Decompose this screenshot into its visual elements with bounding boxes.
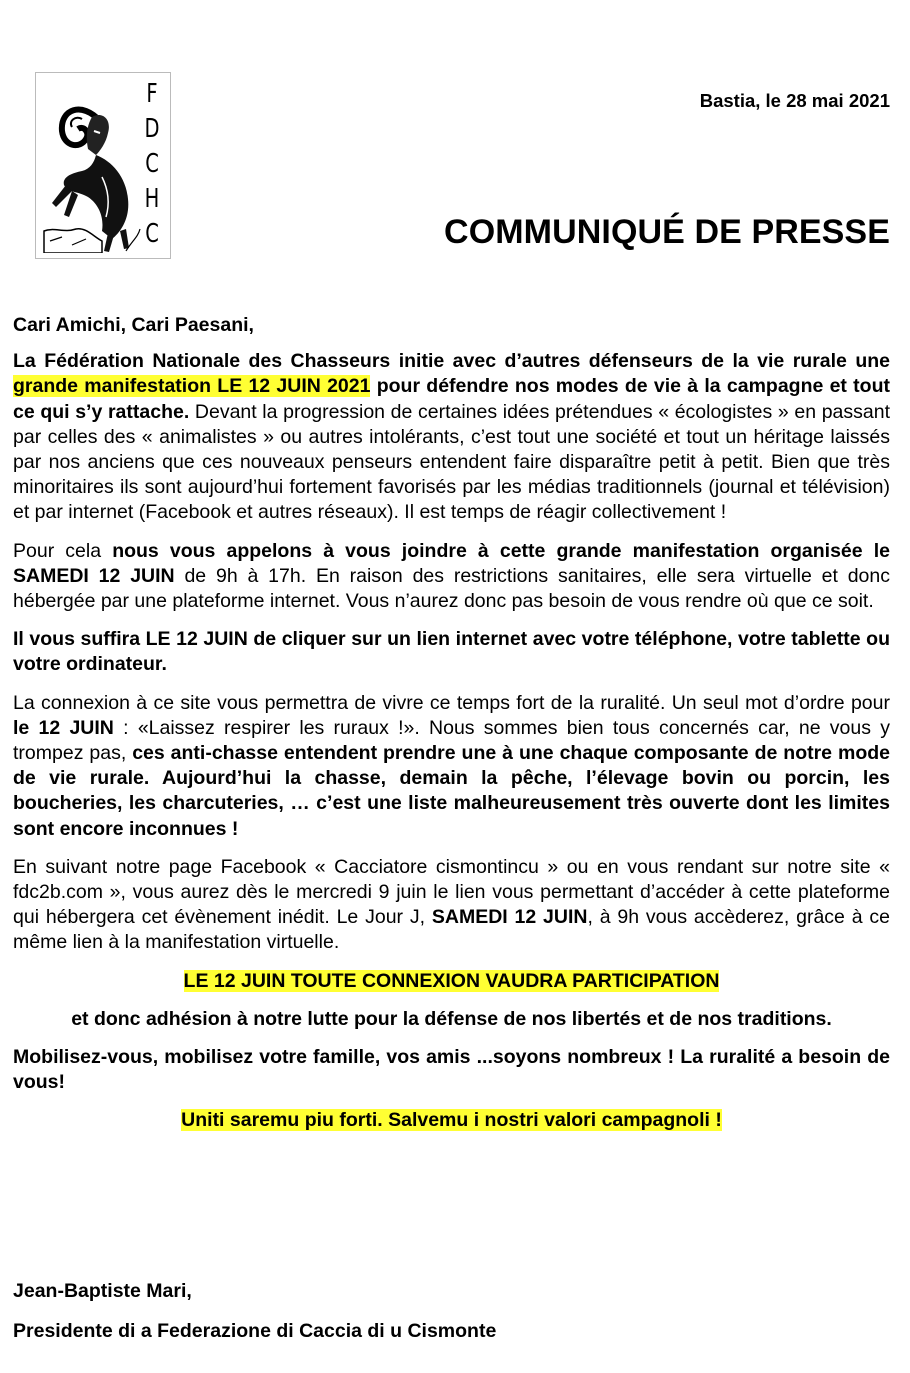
logo-letter: H	[144, 184, 160, 214]
greeting: Cari Amichi, Cari Paesani,	[13, 314, 254, 336]
paragraph-adhesion: et donc adhésion à notre lutte pour la défense de nos libertés et de nos traditions.	[71, 1007, 832, 1030]
logo-letters	[141, 77, 163, 252]
paragraph-mobilize: Mobilisez-vous, mobilisez votre famille, vos amis ...soyons nombreux ! La ruralité a besoin de vous!	[13, 1046, 890, 1094]
highlight-date: grande manifestation LE 12 JUIN 2021	[13, 375, 371, 398]
logo-letter: F	[146, 79, 158, 109]
slogan-participation: LE 12 JUIN TOUTE CONNEXION VAUDRA PARTICIPATION	[183, 969, 720, 992]
paragraph-3: Il vous suffira LE 12 JUIN de cliquer sur un lien internet avec votre téléphone, votre tablette ou votre ordinateur.	[13, 628, 890, 676]
paragraph-5: En suivant notre page Facebook « Cacciatore cismontincu » ou en vous rendant sur notre site « fdc2b.com », vous aurez dès le mercredi 9 juin le lien vous permettant d’accéder à cette plateforme qui hébergera cet évènement inédit. Le Jour J, SAMEDI 12 JUIN, à 9h vous accèderez, grâce à ce même lien à la manifestation virtuelle.	[13, 855, 890, 954]
logo-letter: C	[145, 219, 159, 249]
paragraph-4: La connexion à ce site vous permettra de vivre ce temps fort de la ruralité. Un seul mot d’ordre pour le 12 JUIN : «Laissez respirer les ruraux !». Nous sommes bien tous concernés car, ne vous y trompez pas, ces anti-chasse entendent prendre une à une chaque composante de notre mode de vie rurale. Aujourd’hui la chasse, demain la pêche, l’élevage bovin ou porcin, les boucheries, les charcuteries, … c’est une liste malheureusement très ouverte dont les limites sont encore inconnues !	[13, 691, 890, 840]
mouflon-icon	[42, 81, 142, 253]
fdchc-logo	[35, 72, 171, 259]
page-title: COMMUNIQUÉ DE PRESSE	[444, 213, 890, 251]
signature-name: Jean-Baptiste Mari,	[13, 1280, 192, 1302]
slogan-corsican: Uniti saremu piu forti. Salvemu i nostri valori campagnoli !	[181, 1109, 722, 1132]
paragraph-2: Pour cela nous vous appelons à vous joindre à cette grande manifestation organisée le SAMEDI 12 JUIN de 9h à 17h. En raison des restrictions sanitaires, elle sera virtuelle et donc hébergée par une plateforme internet. Vous n’aurez donc pas besoin de vous rendre où que ce soit.	[13, 539, 890, 613]
signature-role: Presidente di a Federazione di Caccia di u Cismonte	[13, 1320, 497, 1342]
logo-letter: C	[145, 149, 159, 179]
logo-letter: D	[144, 114, 160, 144]
paragraph-1: La Fédération Nationale des Chasseurs initie avec d’autres défenseurs de la vie rurale une grande manifestation LE 12 JUIN 2021 pour défendre nos modes de vie à la campagne et tout ce qui s’y rattache. Devant la progression de certaines idées prétendues « écologistes » en passant par celles des « animalistes » ou autres intolérants, c’est tout une société et tout un héritage laissés par nos anciens que ces nouveaux penseurs entendent faire disparaître petit à petit. Bien que très minoritaires ils sont aujourd’hui fortement favorisés par les médias traditionnels (journal et télévision) et par internet (Facebook et autres réseaux). Il est temps de réagir collectivement !	[13, 350, 891, 524]
date-line: Bastia, le 28 mai 2021	[699, 90, 890, 111]
body-text	[13, 313, 890, 1147]
